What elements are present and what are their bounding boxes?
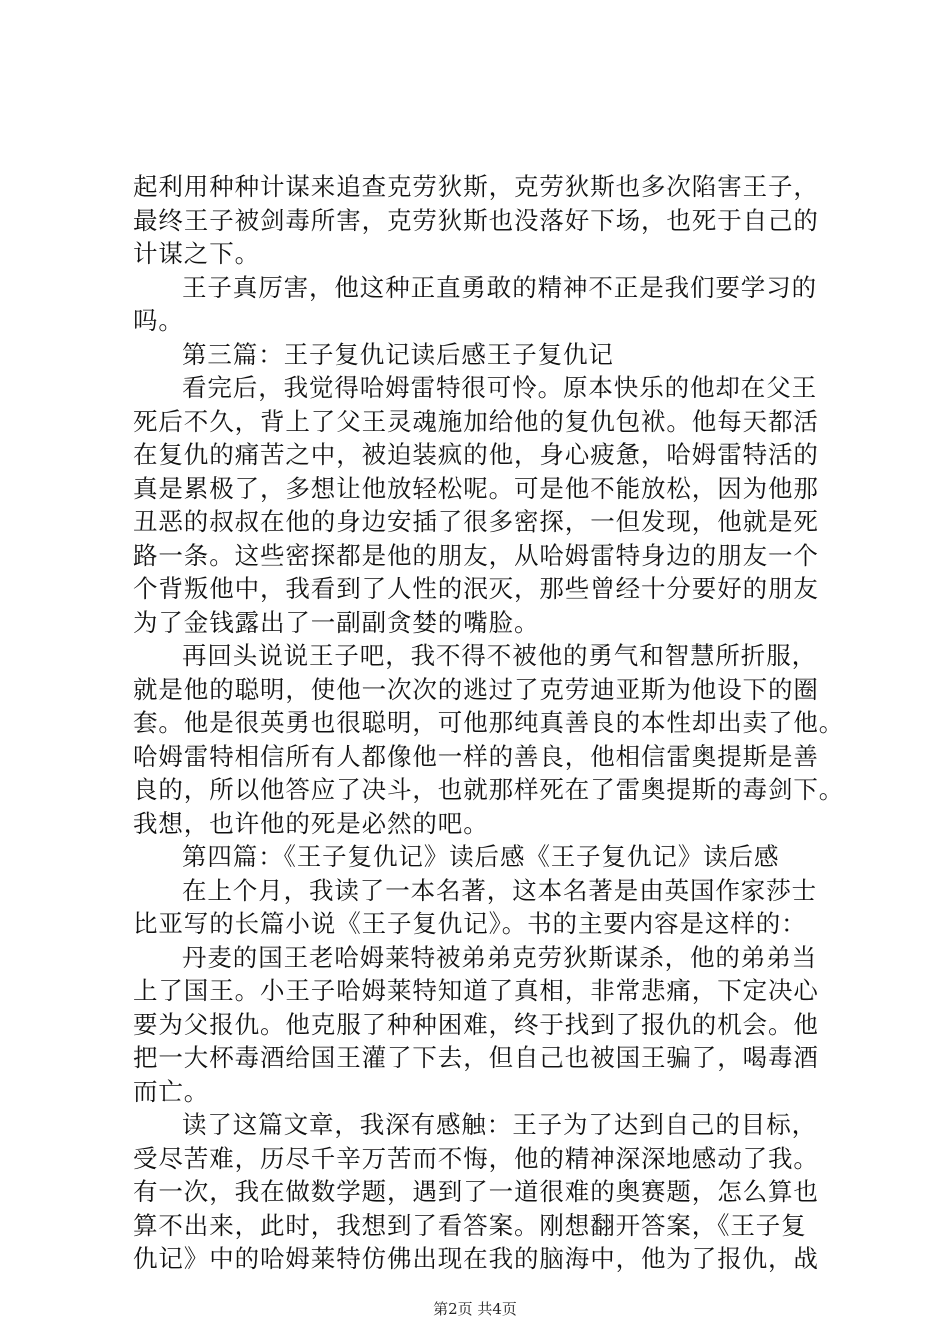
text-line: 读了这篇文章，我深有感触：王子为了达到自己的目标， xyxy=(182,1110,817,1139)
text-line: 路一条。这些密探都是他的朋友，从哈姆雷特身边的朋友一个 xyxy=(133,540,819,570)
text-line: 死后不久，背上了父王灵魂施加给他的复仇包袱。他每天都活 xyxy=(133,406,819,436)
text-line: 王子真厉害，他这种正直勇敢的精神不正是我们要学习的 xyxy=(182,272,817,302)
document-body xyxy=(133,170,845,1276)
text-line: 在复仇的痛苦之中，被迫装疯的他，身心疲惫，哈姆雷特活的 xyxy=(133,440,819,469)
text-line: 把一大杯毒酒给国王灌了下去，但自己也被国王骗了，喝毒酒 xyxy=(133,1043,819,1072)
text-line: 哈姆雷特相信所有人都像他一样的善良，他相信雷奥提斯是善 xyxy=(133,741,819,771)
text-line: 上了国王。小王子哈姆莱特知道了真相，非常悲痛，下定决心 xyxy=(133,976,819,1005)
text-line: 要为父报仇。他克服了种种困难，终于找到了报仇的机会。他 xyxy=(133,1009,819,1039)
text-line: 丑恶的叔叔在他的身边安插了很多密探，一但发现，他就是死 xyxy=(133,507,819,536)
text-line: 而亡。 xyxy=(133,1076,210,1106)
text-line: 起利用种种计谋来追查克劳狄斯，克劳狄斯也多次陷害王子， xyxy=(133,172,819,201)
text-line: 丹麦的国王老哈姆莱特被弟弟克劳狄斯谋杀，他的弟弟当 xyxy=(182,942,817,972)
text-line: 仇记》中的哈姆莱特仿佛出现在我的脑海中，他为了报仇，战 xyxy=(133,1244,819,1273)
text-line: 看完后，我觉得哈姆雷特很可怜。原本快乐的他却在父王 xyxy=(182,373,817,402)
text-line: 受尽苦难，历尽千辛万苦而不悔，他的精神深深地感动了我。 xyxy=(133,1143,819,1173)
text-line: 有一次，我在做数学题，遇到了一道很难的奥赛题，怎么算也 xyxy=(133,1177,819,1206)
text-line: 最终王子被剑毒所害，克劳狄斯也没落好下场，也死于自己的 xyxy=(133,205,819,235)
text-line: 我想，也许他的死是必然的吧。 xyxy=(133,808,489,838)
text-line: 个背叛他中，我看到了人性的泯灭，那些曾经十分要好的朋友 xyxy=(133,574,819,603)
text-line: 第四篇：《王子复仇记》读后感《王子复仇记》读后感 xyxy=(182,842,780,871)
text-line: 计谋之下。 xyxy=(133,239,260,268)
text-line: 良的，所以他答应了决斗，也就那样死在了雷奥提斯的毒剑下。 xyxy=(133,775,845,804)
text-line: 套。他是很英勇也很聪明，可他那纯真善良的本性却出卖了他。 xyxy=(133,708,845,737)
text-line: 第三篇：王子复仇记读后感王子复仇记 xyxy=(182,339,614,369)
text-line: 吗。 xyxy=(133,306,184,335)
text-line: 算不出来，此时，我想到了看答案。刚想翻开答案，《王子复 xyxy=(133,1210,807,1240)
text-line: 为了金钱露出了一副副贪婪的嘴脸。 xyxy=(133,607,540,637)
text-line: 在上个月，我读了一本名著，这本名著是由英国作家莎士 xyxy=(182,875,817,905)
text-line: 再回头说说王子吧，我不得不被他的勇气和智慧所折服， xyxy=(182,641,817,670)
text-line: 真是累极了，多想让他放轻松呢。可是他不能放松，因为他那 xyxy=(133,473,819,503)
text-line: 比亚写的长篇小说《王子复仇记》。书的主要内容是这样的： xyxy=(133,909,807,938)
page-footer: 第2页 共4页 xyxy=(433,1300,517,1318)
text-line: 就是他的聪明，使他一次次的逃过了克劳迪亚斯为他设下的圈 xyxy=(133,674,819,704)
